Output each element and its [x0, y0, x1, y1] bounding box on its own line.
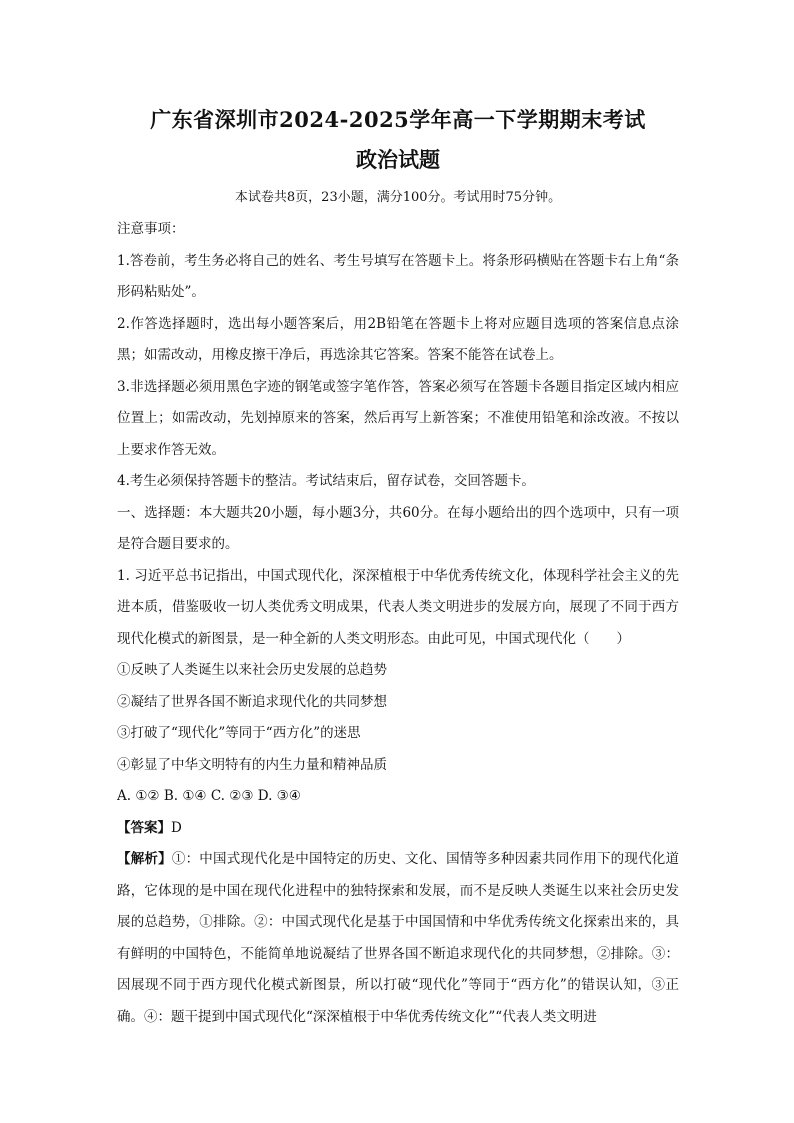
question-option-2: ②凝结了世界各国不断追求现代化的共同梦想	[117, 693, 387, 710]
notes-heading: 注意事项：	[117, 221, 185, 237]
analysis-paragraph	[117, 844, 679, 1033]
answer-label: 【答案】	[117, 819, 171, 836]
question-choices: A. ①② B. ①④ C. ②③ D. ③④	[117, 788, 301, 804]
analysis-text: ①：中国式现代化是中国特定的历史、文化、国情等多种因素共同作用下的现代化道路，它体现的是中国在现代化进程中的独特探索和发展，而不是反映人类诞生以来社会历史发展的总趋势，①排除。②：中国式现代化是基于中国国情和中华优秀传统文化探索出来的，具有鲜明的中国特色，不能简单地说凝结了世界各国不断追求现代化的共同梦想，②排除。③：因展现不同于西方现代化模式新图景，所以打破“现代化”等同于“西方化”的错误认知，③正确。④：题干提到中国式现代化“深深植根于中华优秀传统文化”“代表人类文明进	[117, 851, 680, 1025]
question-stem: 1. 习近平总书记指出，中国式现代化，深深植根于中华优秀传统文化，体现科学社会主义的先进本质，借鉴吸收一切人类优秀文明成果，代表人类文明进步的发展方向，展现了不同于西方现代化模式的新图景，是一种全新的人类文明形态。由此可见，中国式现代化（ ）	[117, 567, 679, 647]
note-item-3: 3.非选择题必须用黑色字迹的钢笔或签字笔作答，答案必须写在答题卡各题目指定区域内相应位置上；如需改动，先划掉原来的答案，然后再写上新答案；不准使用铅笔和涂改液。不按以上要求作答无效。	[117, 378, 679, 458]
note-item-1: 1.答卷前，考生务必将自己的姓名、考生号填写在答题卡上。将条形码横贴在答题卡右上角“条形码粘贴处”。	[117, 252, 679, 300]
exam-title: 广东省深圳市2024-2025学年高一下学期期末考试	[150, 107, 646, 132]
question-option-1: ①反映了人类诞生以来社会历史发展的总趋势	[117, 662, 387, 678]
note-item-4: 4.考生必须保持答题卡的整洁。考试结束后，留存试卷，交回答题卡。	[117, 473, 535, 489]
question-option-3: ③打破了“现代化”等同于“西方化”的迷思	[117, 725, 361, 741]
page-content	[117, 104, 679, 1033]
analysis-label: 【解析】	[117, 851, 172, 867]
section-heading: 一、选择题：本大题共20小题，每小题3分，共60分。在每小题给出的四个选项中，只有一项是符合题目要求的。	[117, 504, 679, 552]
question-option-4: ④彰显了中华文明特有的内生力量和精神品质	[117, 756, 387, 773]
note-item-2: 2.作答选择题时，选出每小题答案后，用2B铅笔在答题卡上将对应题目选项的答案信息点涂黑；如需改动，用橡皮擦干净后，再选涂其它答案。答案不能答在试卷上。	[117, 315, 679, 363]
answer-line	[117, 813, 679, 845]
answer-value: D	[171, 819, 182, 836]
exam-subtitle: 政治试题	[356, 147, 440, 172]
exam-intro: 本试卷共8页，23小题，满分100分。考试用时75分钟。	[234, 190, 562, 205]
